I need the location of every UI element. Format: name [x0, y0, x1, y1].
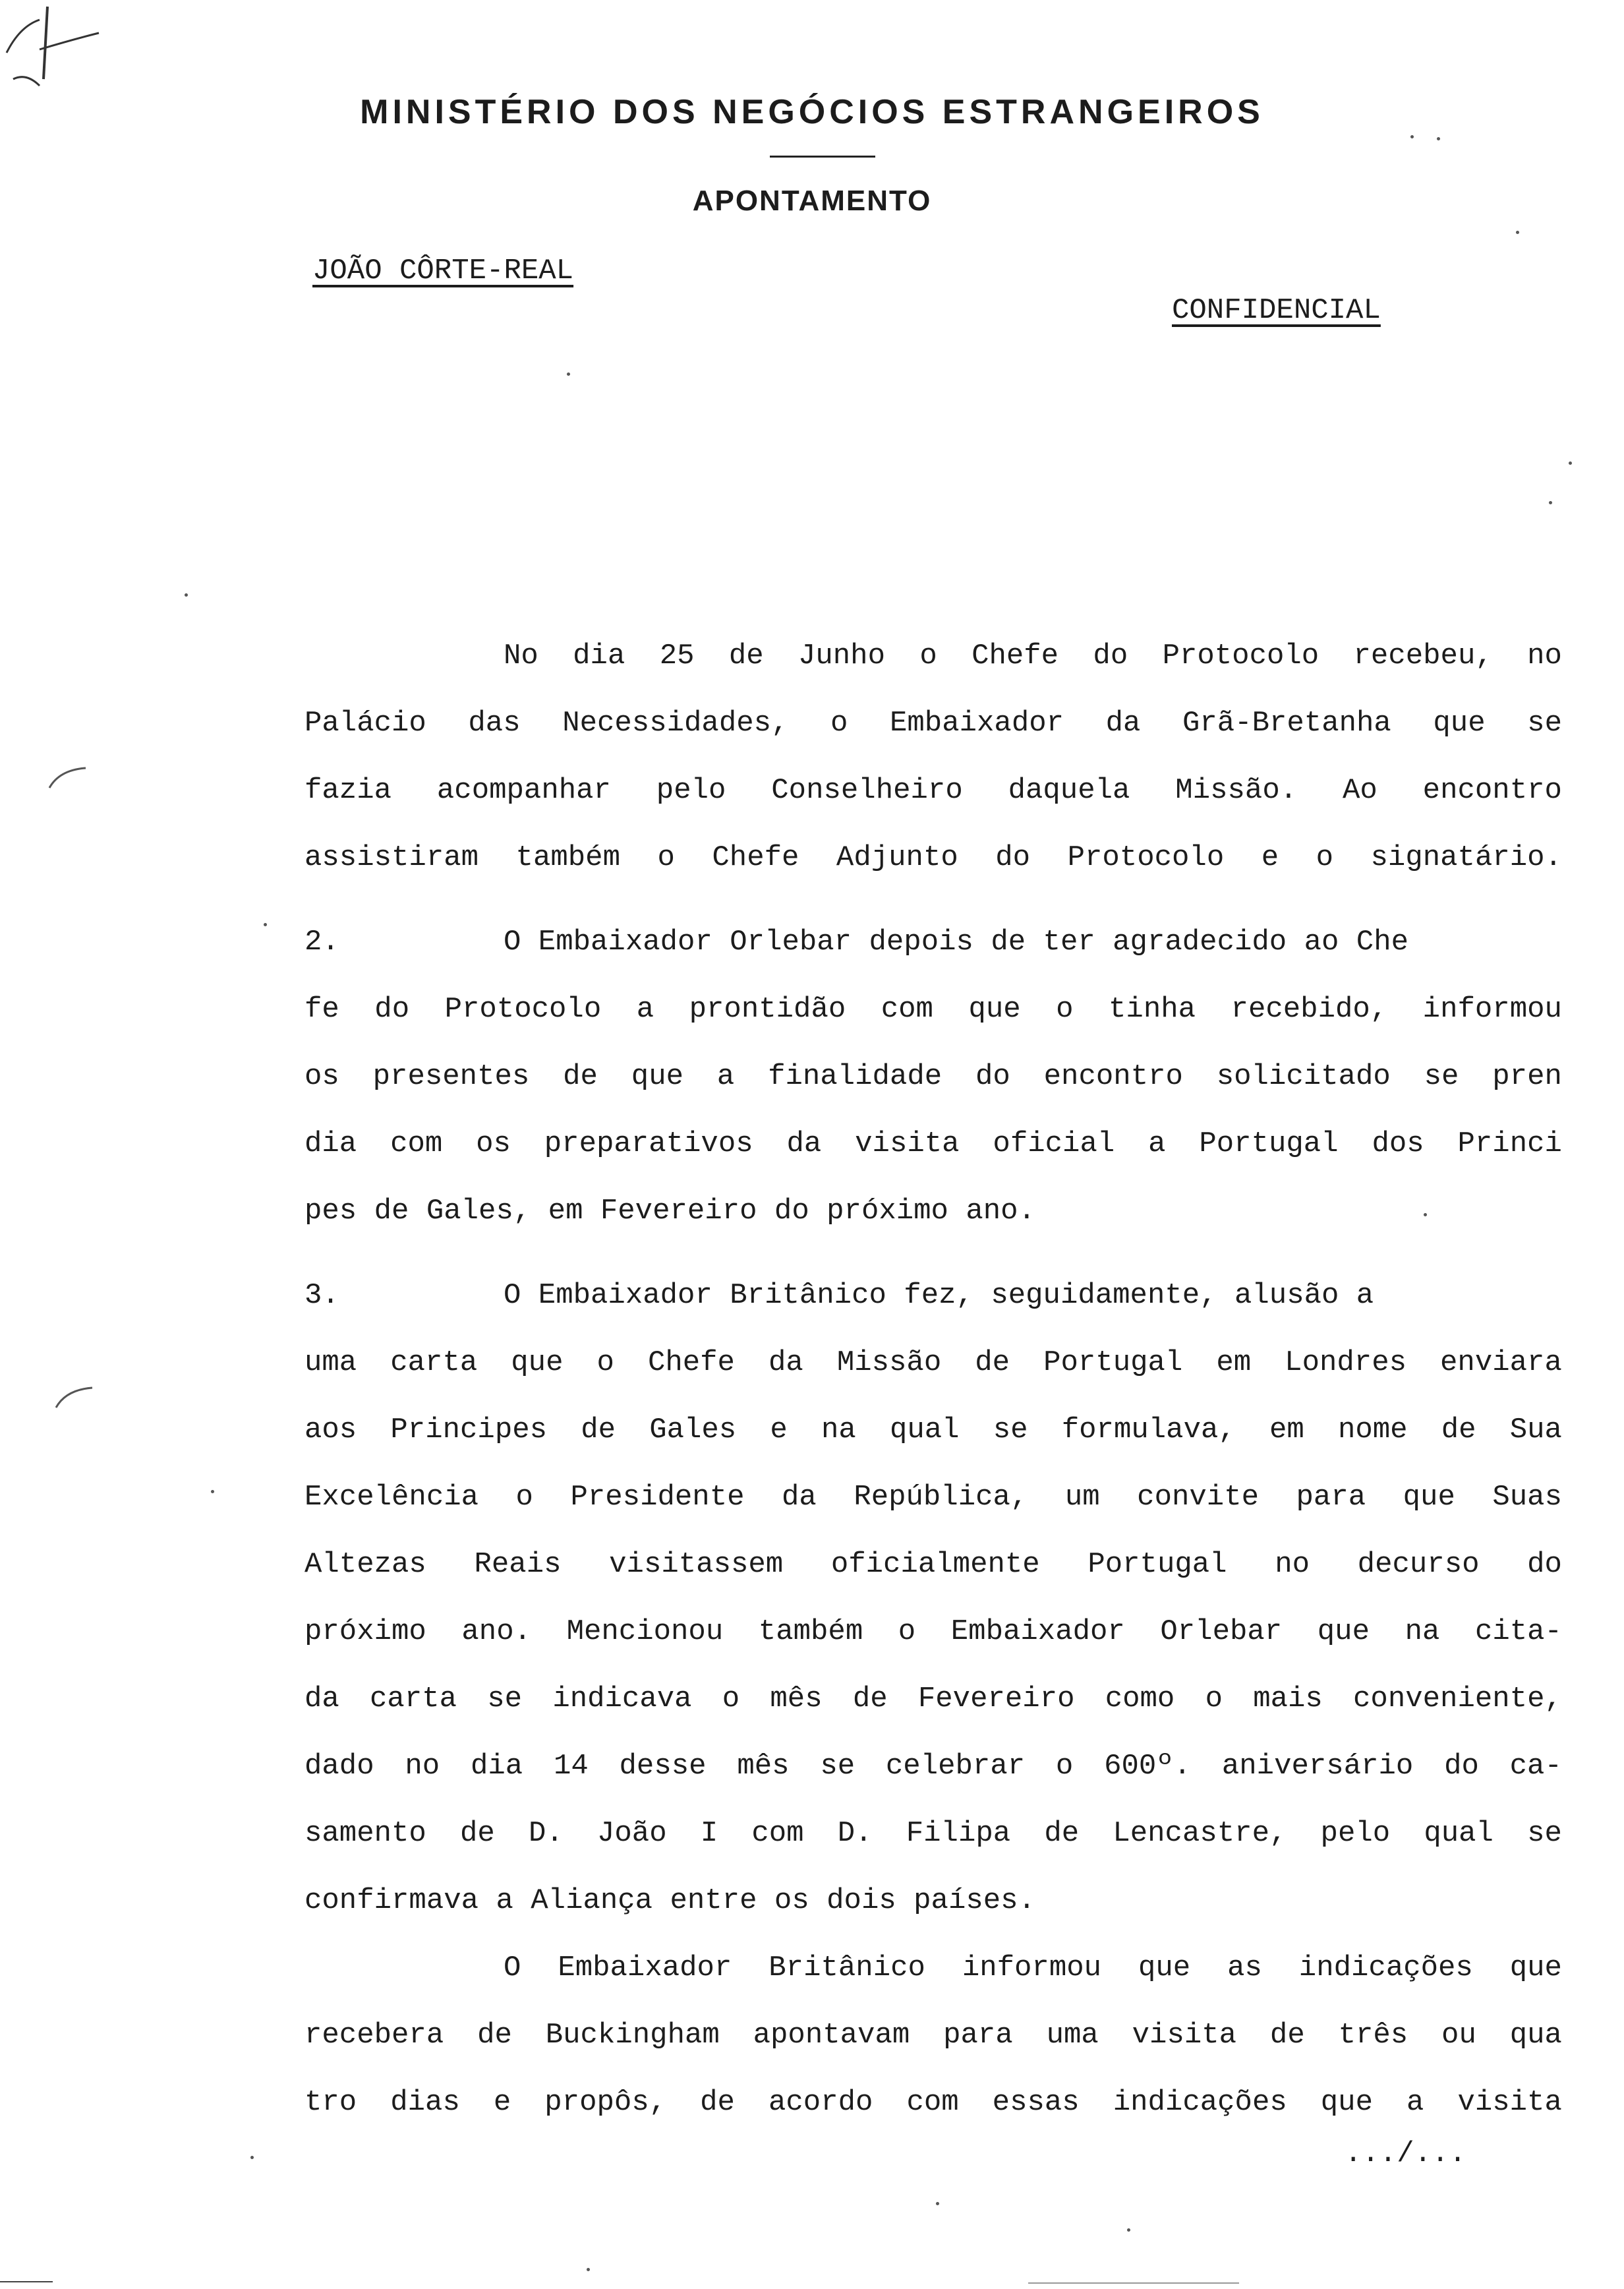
text-line: da carta se indicava o mês de Fevereiro como o mais conveniente,	[304, 1682, 1562, 1715]
handwritten-folio-mark	[0, 0, 132, 105]
scan-speck	[185, 593, 188, 597]
scan-speck	[587, 2268, 590, 2271]
scan-speck	[1437, 137, 1440, 140]
document-type: APONTAMENTO	[692, 185, 932, 217]
text-line: dado no dia 14 desse mês se celebrar o 600º. aniversário do ca-	[304, 1750, 1562, 1783]
text-line: fe do Protocolo a prontidão com que o tinha recebido, informou	[304, 993, 1562, 1026]
text-line: fazia acompanhar pelo Conselheiro daquela Missão. Ao encontro	[304, 774, 1562, 807]
numbered-line	[304, 908, 1562, 976]
bottom-edge-line	[0, 2281, 53, 2282]
margin-tick-mark	[53, 1384, 99, 1411]
document-body	[304, 622, 1562, 2136]
scan-speck	[567, 372, 570, 376]
scan-speck	[250, 2156, 254, 2159]
classification-label: CONFIDENCIAL	[1172, 294, 1381, 327]
heading-divider	[770, 156, 875, 158]
paragraph-number: 2.	[304, 926, 339, 959]
text-line: assistiram também o Chefe Adjunto do Protocolo e o signatário.	[304, 841, 1562, 874]
bottom-edge-line	[1028, 2282, 1239, 2284]
scan-speck	[936, 2202, 939, 2205]
text-line: O Embaixador Orlebar depois de ter agradecido ao Che	[504, 926, 1409, 959]
text-line: tro dias e propôs, de acordo com essas indicações que a visita	[304, 2086, 1562, 2119]
text-line: Altezas Reais visitassem oficialmente Portugal no decurso do	[304, 1548, 1562, 1581]
text-line: pes de Gales, em Fevereiro do próximo ano.	[304, 1195, 1035, 1228]
text-line: samento de D. João I com D. Filipa de Lencastre, pelo qual se	[304, 1817, 1562, 1850]
scan-speck	[1410, 135, 1414, 138]
text-line: aos Principes de Gales e na qual se formulava, em nome de Sua	[304, 1413, 1562, 1446]
author-name: JOÃO CÔRTE-REAL	[312, 254, 574, 287]
scan-speck	[1569, 461, 1572, 465]
text-line: Excelência o Presidente da República, um convite para que Suas	[304, 1481, 1562, 1514]
text-line: O Embaixador Britânico informou que as indicações que	[504, 1951, 1562, 1984]
scan-speck	[1424, 1213, 1427, 1216]
text-line: próximo ano. Mencionou também o Embaixador Orlebar que na cita-	[304, 1615, 1562, 1648]
scan-speck	[1516, 231, 1519, 234]
text-line: confirmava a Aliança entre os dois países.	[304, 1884, 1035, 1917]
ministry-heading: MINISTÉRIO DOS NEGÓCIOS ESTRANGEIROS	[360, 93, 1264, 131]
text-line: os presentes de que a finalidade do encontro solicitado se pren	[304, 1060, 1562, 1093]
numbered-line	[304, 1262, 1562, 1329]
continuation-marker: .../...	[1345, 2137, 1466, 2170]
scan-speck	[264, 923, 267, 926]
scan-speck	[1549, 501, 1552, 504]
text-line: No dia 25 de Junho o Chefe do Protocolo recebeu, no	[504, 639, 1562, 672]
paragraph-number: 3.	[304, 1279, 339, 1312]
text-line: O Embaixador Britânico fez, seguidamente, alusão a	[504, 1279, 1374, 1312]
text-line: Palácio das Necessidades, o Embaixador da Grã-Bretanha que se	[304, 707, 1562, 740]
scan-speck	[1127, 2228, 1130, 2232]
text-line: recebera de Buckingham apontavam para uma visita de três ou qua	[304, 2019, 1562, 2052]
margin-tick-mark	[46, 765, 92, 791]
text-line: uma carta que o Chefe da Missão de Portugal em Londres enviara	[304, 1346, 1562, 1379]
scan-speck	[211, 1490, 214, 1493]
text-line: dia com os preparativos da visita oficial a Portugal dos Princi	[304, 1127, 1562, 1160]
